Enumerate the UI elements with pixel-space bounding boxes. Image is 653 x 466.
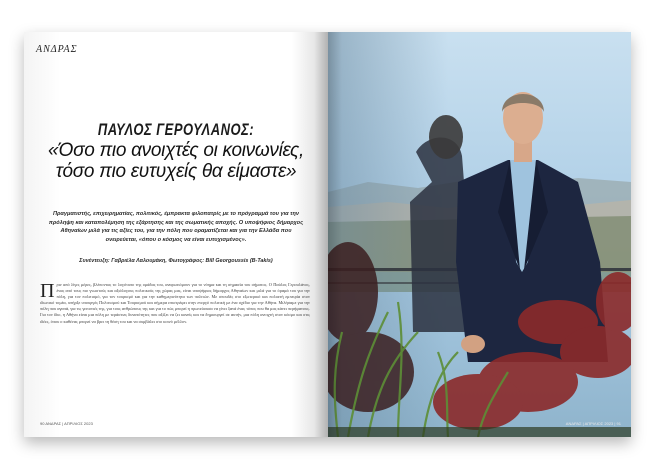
- magazine-spread: [24, 32, 631, 437]
- article-body-text: ριν από λίγες μέρες, βλέποντας το λογότυπο της ομάδας του, αναρωτιόμουν για το νόημα και τη σημασία του σήματος. Ο Παύλος Γερουλάνος, ένας από τους πιο γνωστούς και αξιόλογους πολιτικούς της χώρας μας, είναι υποψήφιος δήμαρχος Αθηναίων και μιλά για το όραμά του για την πόλη, για τον πολιτισμό, για τον τουρισμό και για την καθημερινότητα των πολιτών. Με σπουδές στο εξωτερικό και πολυετή εμπειρία στον ιδιωτικό τομέα, υπήρξε υπουργός Πολιτισμού και Τουρισμού και σήμερα επιστρέφει στην ενεργό πολιτική με ένα σχέδιο για την Αθήνα. Μιλήσαμε για την πόλη που αγαπά, για τις γειτονιές της, για τους ανθρώπους της και για το πώς μπορεί η πρωτεύουσα να γίνει ξανά ένας τόπος που θα μας κάνει περήφανους. Για τον ίδιο, η Αθήνα είναι μια πόλη με τεράστιες δυνατότητες που αξίζει να ζει κανείς και να δημιουργεί σε αυτήν, μια πόλη ανοιχτή στον κόσμο και στις ιδέες, όπου ο καθένας μπορεί να βρει τη θέση του και να συμβάλει στο κοινό μέλλον.: [40, 282, 310, 324]
- headline-line-2: τόσο πιο ευτυχείς θα είμαστε»: [55, 161, 297, 182]
- left-page-footer: 90 ΑΝΔΡΑΣ | ΑΠΡΙΛΙΟΣ 2023: [40, 421, 93, 426]
- right-page: [328, 32, 631, 437]
- man-hand: [461, 335, 485, 353]
- drop-cap: Π: [40, 280, 55, 302]
- portrait-photo: [328, 32, 631, 437]
- right-page-footer: ΑΝΔΡΑΣ | ΑΠΡΙΛΙΟΣ 2023 | 91: [565, 421, 621, 426]
- reflection-head: [429, 115, 463, 159]
- left-page: [24, 32, 328, 437]
- foliage-ground: [328, 427, 631, 437]
- article-body: [40, 282, 310, 325]
- headline-line-1: «Όσο πιο ανοιχτές οι κοινωνίες,: [48, 140, 304, 161]
- article-credits: Συνέντευξη: Γαβριέλα Λαλουμάκη, Φωτογράφος: Bill Georgoussis (B-Takis): [79, 258, 273, 264]
- section-label: ΑΝΔΡΑΣ: [36, 44, 78, 55]
- article-kicker: ΠΑΥΛΟΣ ΓΕΡΟΥΛΑΝΟΣ:: [97, 120, 255, 139]
- article-standfirst: Πραγματιστής, επιχειρηματίας, πολιτικός, έμπρακτα φιλοπατρίς με το πρόγραμμά του για την πρόληψη και καταπολέμηση της εξάρτησης και της σωματικής αποχής. Ο υποψήφιος δήμαρχος Αθηναίων μιλά για τις αξίες του, για την πόλη που οραματίζεται και για την Ελλάδα που ονειρεύεται, «όπου ο κόσμος να είναι ευτυχισμένος».: [48, 211, 304, 243]
- article-headline: [34, 140, 318, 182]
